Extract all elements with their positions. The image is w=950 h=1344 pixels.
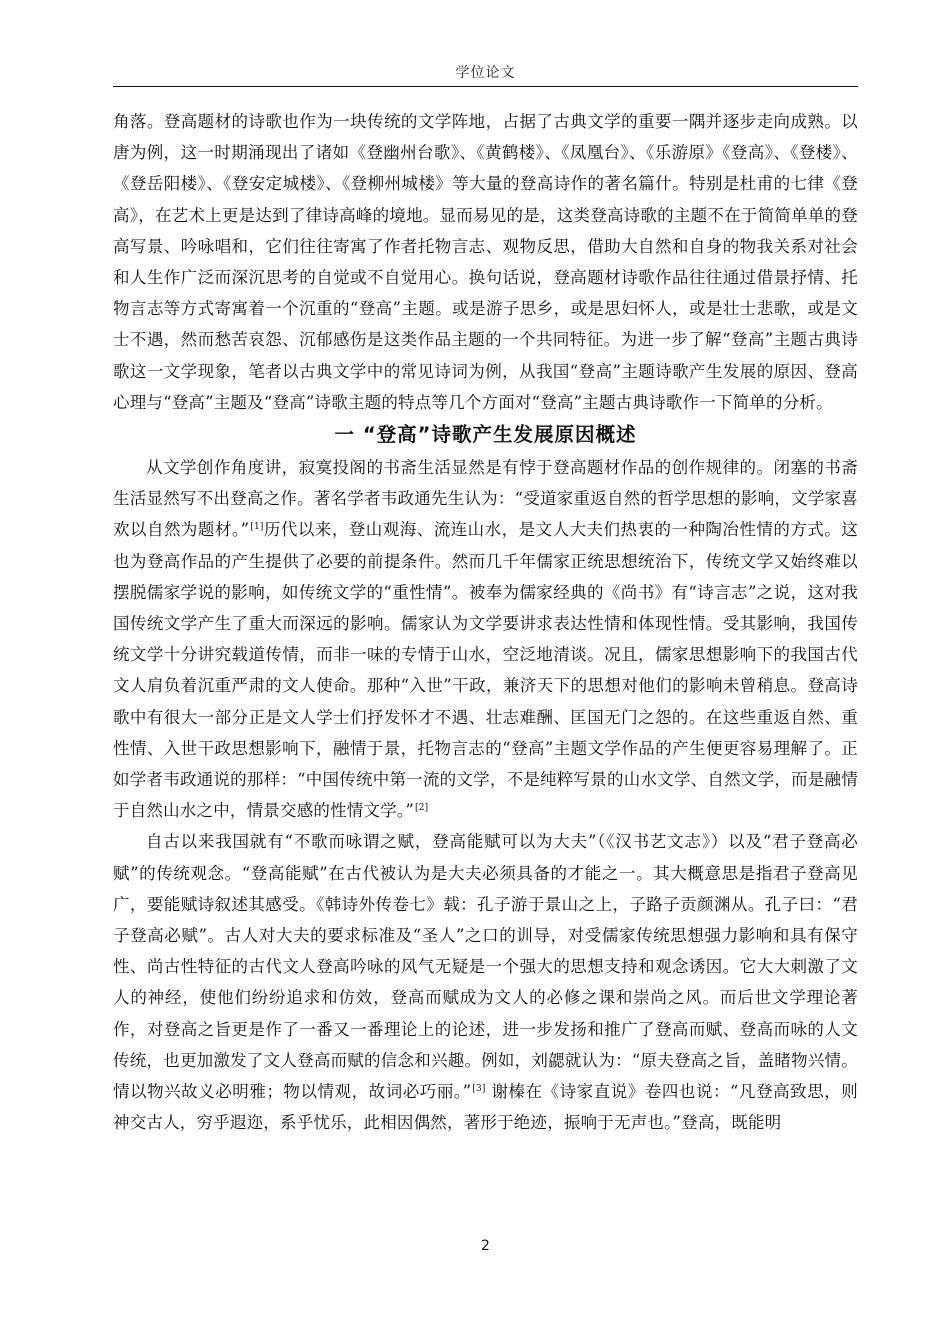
citation-3[interactable]: [3] — [472, 1084, 486, 1095]
page-number: 2 — [481, 1238, 490, 1254]
paragraph-continued: 角落。登高题材的诗歌也作为一块传统的文学阵地，占据了古典文学的重要一隅并逐步走向成熟。以唐为例，这一时期涌现出了诸如《登幽州台歌》、《黄鹤楼》、《凤凰台》、《乐游原》《登高》、《登楼》、《登岳阳楼》、《登安定城楼》、《登柳州城楼》等大量的登高诗作的著名篇什。特别是杜甫的七律《登高》，在艺术上更是达到了律诗高峰的境地。显而易见的是，这类登高诗歌的主题不在于简简单单的登高写景、吟咏唱和，它们往往寄寓了作者托物言志、观物反思，借助大自然和自身的物我关系对社会和人生作广泛而深沉思考的自觉或不自觉用心。换句话说，登高题材诗歌作品往往通过借景抒情、托物言志等方式寄寓着一个沉重的“登高”主题。或是游子思乡，或是思妇怀人，或是壮士悲歌，或是文士不遇，然而愁苦哀怨、沉郁感伤是这类作品主题的一个共同特征。为进一步了解“登高”主题古典诗歌这一文学现象，笔者以古典文学中的常见诗词为例，从我国“登高”主题诗歌产生发展的原因、登高心理与“登高”主题及“登高”诗歌主题的特点等几个方面对“登高”主题古典诗歌作一下简单的分析。 — [113, 112, 858, 412]
paragraph-2-part-a: 自古以来我国就有“不歌而咏谓之赋，登高能赋可以为大夫”（《汉书艺文志》）以及“君子登高必赋”的传统观念。“登高能赋”在古代被认为是大夫必须具备的才能之一。其大概意思是指君子登高见广，要能赋诗叙述其感受。《韩诗外传卷七》载：孔子游于景山之上，子路子贡颜渊从。孔子曰：“君子登高必赋”。古人对大夫的要求标准及“圣人”之口的训导，对受儒家传统思想强力影响和具有保守性、尚古性特征的古代文人登高吟咏的风气无疑是一个强大的思想支持和观念诱因。它大大刺激了文人的神经，使他们纷纷追求和仿效，登高而赋成为文人的必修之课和崇尚之风。而后世文学理论著作，对登高之旨更是作了一番又一番理论上的论述，进一步发扬和推广了登高而赋、登高而咏的人文传统，也更加激发了文人登高而赋的信念和兴趣。例如，刘勰就认为：“原夫登高之旨，盖睹物兴情。情以物兴故义必明雅；物以情观，故词必巧丽。” — [113, 832, 858, 1102]
header-rule — [113, 86, 858, 87]
paragraph-2 — [113, 826, 858, 1138]
section-heading: 一 “登高”诗歌产生发展原因概述 — [334, 423, 637, 447]
citation-2[interactable]: [2] — [415, 803, 429, 814]
paragraph-1-part-a: 从文学创作角度讲，寂寞投阁的书斋生活显然是有悖于登高题材作品的创作规律的。闭塞的书斋生活显然写不出登高之作。著名学者韦政通先生认为：“受道家重返自然的哲学思想的影响，文学家喜欢以自然为题材。” — [113, 458, 858, 540]
paragraph-1-part-b: 历代以来，登山观海、流连山水，是文人大夫们热衷的一种陶冶性情的方式。这也为登高作品的产生提供了必要的前提条件。然而几千年儒家正统思想统治下，传统文学又始终难以摆脱儒家学说的影响，如传统文学的“重性情”。被奉为儒家经典的《尚书》有“诗言志”之说，这对我国传统文学产生了重大而深远的影响。儒家认为文学要讲求表达性情和体现性情。受其影响，我国传统文学十分讲究载道传情，而非一味的专情于山水，空泛地清谈。况且，儒家思想影响下的我国古代文人肩负着沉重严肃的文人使命。那种“入世”干政，兼济天下的思想对他们的影响未曾稍息。登高诗歌中有很大一部分正是文人学士们抒发怀才不遇、壮志难酬、匡国无门之怨的。在这些重返自然、重性情、入世干政思想影响下，融情于景，托物言志的“登高”主题文学作品的产生便更容易理解了。正如学者韦政通说的那样：“中国传统中第一流的文学，不是纯粹写景的山水文学、自然文学，而是融情于自然山水之中，情景交感的性情文学。” — [113, 520, 858, 821]
citation-1[interactable]: [1] — [250, 522, 264, 533]
running-header: 学位论文 — [455, 65, 516, 81]
body-text — [113, 106, 858, 1139]
paragraph-2-part-b: 谢榛在《诗家直说》卷四也说：“凡登高致思，则神交古人，穷乎遐迩，系乎忧乐，此相因偶然，著形于绝迹，振响于无声也。”登高，既能明 — [113, 1082, 858, 1133]
paragraph-1 — [113, 452, 858, 826]
